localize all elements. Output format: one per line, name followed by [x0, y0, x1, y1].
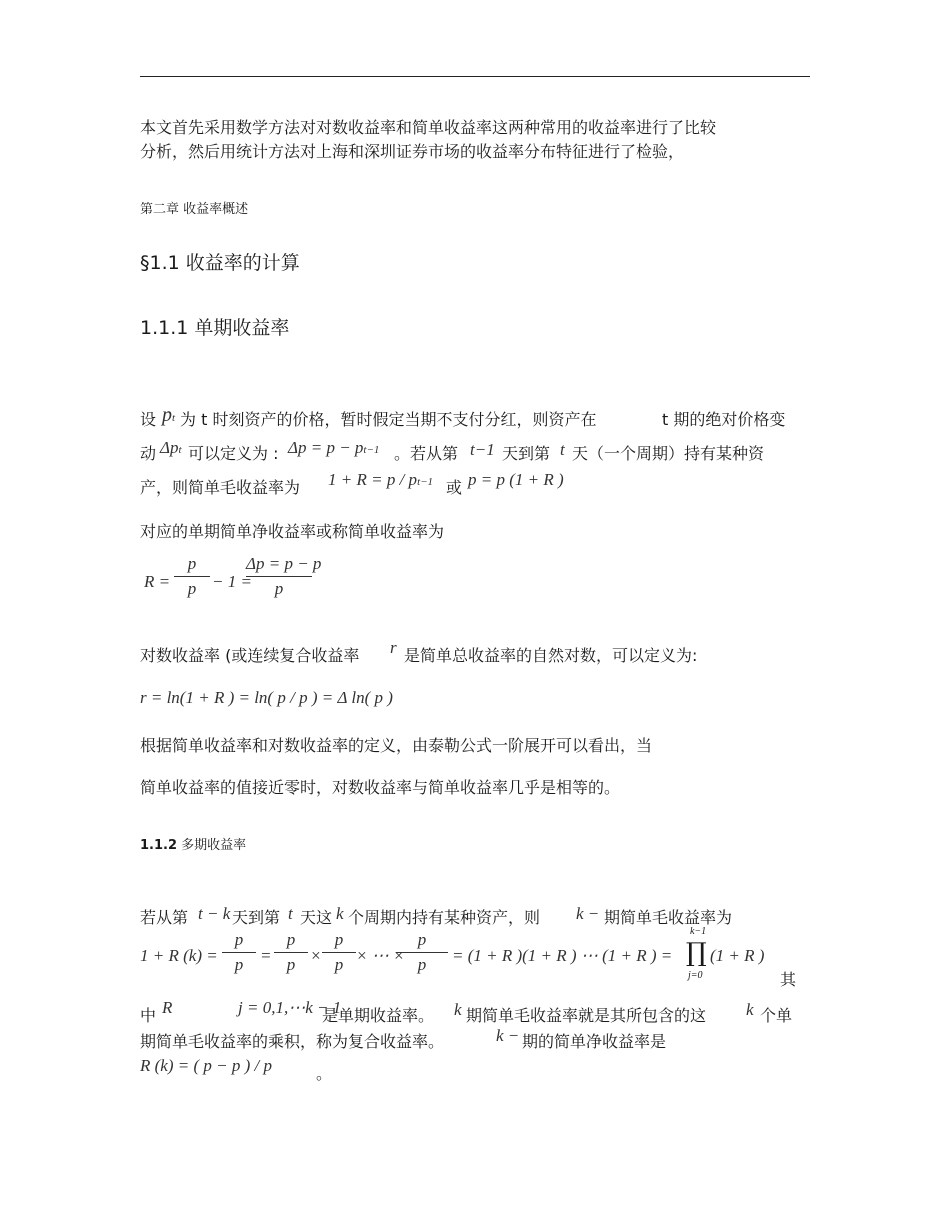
section-title: §1.1 收益率的计算	[140, 252, 300, 274]
fraction-multi-2: p p	[274, 930, 308, 975]
subsection-title-2	[140, 836, 246, 856]
p6-l1c: 天这	[300, 908, 333, 927]
formula-t-2: t	[288, 904, 293, 923]
p1-l3a: 产，则简单毛收益率为	[140, 478, 301, 497]
prod-bottom: j=0	[688, 970, 703, 981]
formula-t-minus-1: t−1	[470, 440, 495, 459]
p6-l3d: 个单	[760, 1006, 793, 1025]
formula-times-dots: × ⋯ ×	[356, 946, 405, 965]
p6-l2-end: 其	[780, 970, 797, 989]
p6-l4a: 期简单毛收益率的乘积，称为复合收益率。	[140, 1032, 445, 1051]
formula-times-1: ×	[310, 946, 322, 965]
p1-l1b: 为 t 时刻资产的价格，暂时假定当期不支付分红，则资产在	[180, 410, 597, 429]
p1-l1c: t 期的绝对价格变	[662, 410, 786, 429]
p1-l2c: 。若从第	[394, 444, 459, 463]
p1-l1a: 设	[140, 410, 157, 429]
formula-delta-eq: Δp = p − pt−1	[288, 438, 380, 457]
formula-k: k	[336, 904, 344, 923]
formula-multi-lhs: 1 + R (k) =	[140, 946, 218, 965]
formula-minus-1: − 1 =	[212, 572, 252, 591]
intro-line-2: 分析，然后用统计方法对上海和深圳证券市场的收益率分布特征进行了检验，	[140, 142, 685, 161]
p5: 简单收益率的值接近零时，对数收益率与简单收益率几乎是相等的。	[140, 778, 621, 797]
p6-l1b: 天到第	[232, 908, 281, 927]
formula-prod-term: (1 + R )	[710, 946, 765, 965]
p6-l3a: 中	[140, 1006, 157, 1025]
formula-net-multi: R (k) = ( p − p ) / p	[140, 1056, 272, 1075]
p1-l2a: 动	[140, 444, 157, 463]
subsection-2-text: 多期收益率	[181, 838, 247, 853]
p6-l3c: 期简单毛收益率就是其所包含的这	[466, 1006, 707, 1025]
formula-Rt: R =	[144, 572, 171, 591]
formula-delta-p: Δpt	[160, 438, 182, 457]
fraction-diff-over-pt1: Δp = p − p p	[246, 554, 322, 598]
formula-rt-symbol: r	[390, 638, 397, 657]
intro-line-1: 本文首先采用数学方法对对数收益率和简单收益率这两种常用的收益率进行了比较	[140, 118, 717, 137]
p1-l2b: 可以定义为 :	[188, 444, 279, 463]
formula-t: t	[560, 440, 565, 459]
header-rule	[140, 76, 810, 77]
formula-k-3: k	[746, 1000, 754, 1019]
formula-k-minus: k −	[576, 904, 600, 923]
p1-l2e: 天（一个周期）持有某种资	[572, 444, 765, 463]
formula-multi-rhs: = (1 + R )(1 + R ) ⋯ (1 + R ) =	[452, 946, 673, 965]
formula-k-minus-2: k −	[496, 1026, 520, 1045]
p6-l1d: 个周期内持有某种资产，则	[348, 908, 541, 927]
formula-gross-2: p = p (1 + R )	[468, 470, 564, 489]
formula-p-t: pt	[162, 404, 176, 426]
p1-line-1	[140, 410, 156, 430]
subsection-2-number: 1.1.2	[140, 838, 178, 853]
subsection-title-1: 1.1.1 单期收益率	[140, 317, 290, 339]
fraction-pt-over-pt1: p p	[174, 554, 210, 599]
formula-R-tj: R	[162, 998, 173, 1017]
chapter-title: 第二章 收益率概述	[140, 202, 249, 217]
p4: 根据简单收益率和对数收益率的定义，由泰勒公式一阶展开可以看出，当	[140, 736, 653, 755]
p3-a: 对数收益率 (或连续复合收益率	[140, 646, 360, 665]
formula-t-minus-k: t − k	[198, 904, 231, 923]
p6-l5-end: 。	[316, 1064, 333, 1083]
fraction-multi-4: p p	[396, 930, 448, 975]
p6-l1a: 若从第	[140, 908, 189, 927]
p6-l4b: 期的简单净收益率是	[522, 1032, 667, 1051]
p6-l1e: 期简单毛收益率为	[604, 908, 733, 927]
fraction-multi-1: p p	[222, 930, 256, 975]
prod-top: k−1	[690, 926, 707, 937]
p1-l2d: 天到第	[502, 444, 551, 463]
prod-symbol: ∏	[686, 938, 707, 968]
formula-k-2: k	[454, 1000, 462, 1019]
p6-l3b: 是单期收益率。	[322, 1006, 435, 1025]
formula-gross: 1 + R = p / pt−1	[328, 470, 434, 489]
p3-b: 是简单总收益率的自然对数，可以定义为:	[404, 646, 698, 665]
formula-j-range: j = 0,1,⋯k − 1	[238, 998, 342, 1017]
formula-multi-eq: =	[260, 946, 272, 965]
p1-l3b: 或	[446, 478, 463, 497]
p2: 对应的单期简单净收益率或称简单收益率为	[140, 522, 445, 541]
fraction-multi-3: p p	[322, 930, 356, 975]
formula-log-return: r = ln(1 + R ) = ln( p / p ) = Δ ln( p )	[140, 688, 393, 707]
